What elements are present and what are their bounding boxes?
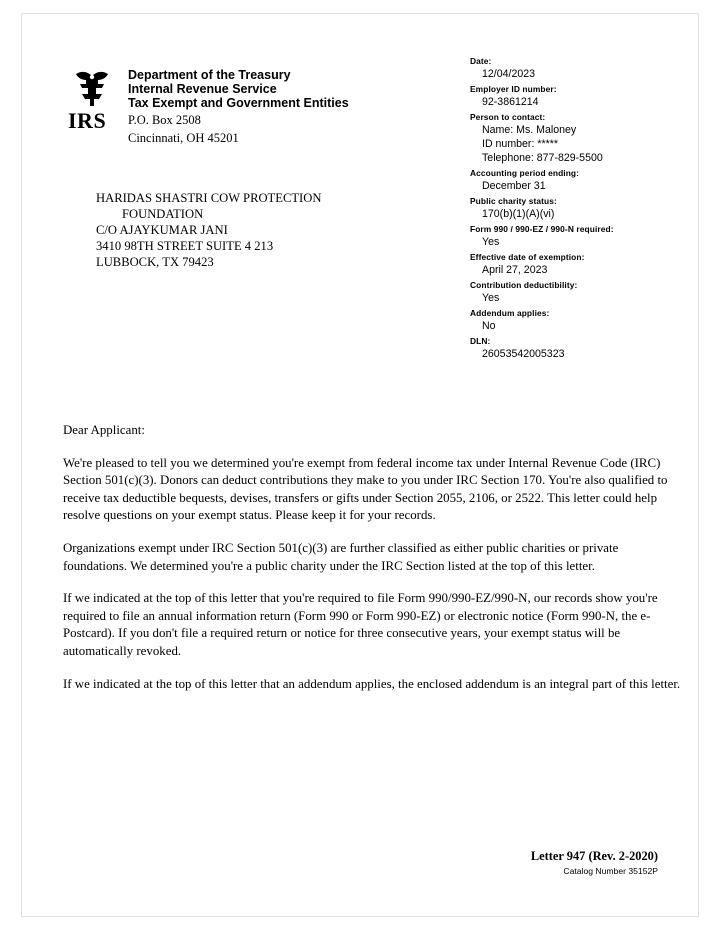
meta-row-charity-status — [470, 196, 680, 221]
meta-label-date: Date: — [470, 56, 492, 66]
addressee-line-2: FOUNDATION — [122, 207, 204, 221]
meta-value-contact-telephone: Telephone: 877-829-5500 — [482, 152, 603, 164]
addressee-line-1: HARIDAS SHASTRI COW PROTECTION — [96, 191, 322, 205]
letter-footer — [531, 848, 658, 878]
body-paragraph-4: If we indicated at the top of this letter that an addendum applies, the enclosed addendum is an integral part of this letter. — [63, 676, 681, 691]
meta-value-effective-date: April 27, 2023 — [482, 264, 548, 276]
department-line-2: Internal Revenue Service — [128, 82, 277, 96]
department-block — [128, 68, 458, 145]
meta-row-date — [470, 56, 680, 81]
meta-row-accounting-period — [470, 168, 680, 193]
meta-value-dln: 26053542005323 — [482, 348, 565, 360]
department-line-3: Tax Exempt and Government Entities — [128, 96, 349, 110]
irs-logo — [68, 68, 122, 133]
meta-label-effective-date: Effective date of exemption: — [470, 252, 585, 262]
meta-column — [470, 56, 680, 364]
addressee-line-3: C/O AJAYKUMAR JANI — [96, 223, 228, 237]
meta-row-contact — [470, 112, 680, 165]
agency-address-line-1: P.O. Box 2508 — [128, 113, 201, 127]
meta-value-contact-id: ID number: ***** — [482, 138, 558, 150]
meta-row-form-990 — [470, 224, 680, 249]
irs-wordmark: IRS — [68, 108, 107, 133]
body-paragraph-2: Organizations exempt under IRC Section 501(c)(3) are further classified as either public charities or private foundations. We determined you're a public charity under the IRC Section listed at the top of this letter. — [63, 540, 619, 573]
meta-value-accounting-period: December 31 — [482, 180, 546, 192]
department-line-1: Department of the Treasury — [128, 68, 291, 82]
meta-value-charity-status: 170(b)(1)(A)(vi) — [482, 208, 555, 220]
letter-number: Letter 947 (Rev. 2-2020) — [530, 849, 658, 863]
meta-row-effective-date — [470, 252, 680, 277]
body-paragraph-3: If we indicated at the top of this letter that you're required to file Form 990/990-EZ/990-N, our records show you're required to file an annual information return (Form 990 or Form 990-EZ) or electronic notice (Form 990-N, the e-Postcard). If you don't file a required return or notice for three consecutive years, your exempt status will be automatically revoked. — [63, 591, 658, 658]
addressee-line-4: 3410 98TH STREET SUITE 4 213 — [96, 239, 274, 253]
irs-eagle-icon — [72, 68, 116, 108]
meta-row-dln — [470, 336, 680, 361]
meta-label-charity-status: Public charity status: — [470, 196, 557, 206]
meta-label-dln: DLN: — [470, 336, 491, 346]
agency-address-line-2: Cincinnati, OH 45201 — [128, 130, 239, 145]
catalog-number: Catalog Number 35152P — [563, 866, 658, 876]
meta-row-ein — [470, 84, 680, 109]
meta-label-deductibility: Contribution deductibility: — [470, 280, 578, 290]
meta-label-form-990: Form 990 / 990-EZ / 990-N required: — [470, 224, 614, 234]
letter-body — [63, 422, 683, 708]
meta-value-addendum: No — [482, 320, 496, 332]
meta-label-ein: Employer ID number: — [470, 84, 557, 94]
meta-label-contact: Person to contact: — [470, 112, 546, 122]
letter-sheet — [22, 14, 698, 916]
meta-value-ein: 92-3861214 — [482, 96, 539, 108]
salutation: Dear Applicant: — [63, 423, 145, 437]
meta-label-addendum: Addendum applies: — [470, 308, 550, 318]
meta-row-addendum — [470, 308, 680, 333]
addressee-line-5: LUBBOCK, TX 79423 — [96, 255, 214, 269]
meta-row-deductibility — [470, 280, 680, 305]
body-paragraph-1: We're pleased to tell you we determined you're exempt from federal income tax under Internal Revenue Code (IRC) Section 501(c)(3). Donors can deduct contributions they make to you under IRC Section 170. You're also qualified to receive tax deductible bequests, devises, transfers or gifts under Section 2055, 2106, or 2522. This letter could help resolve questions on your exempt status. Please keep it for your records. — [63, 455, 668, 523]
meta-value-deductibility: Yes — [482, 292, 500, 304]
meta-value-date: 12/04/2023 — [482, 68, 536, 80]
meta-value-contact-name: Name: Ms. Maloney — [482, 124, 577, 136]
meta-value-form-990: Yes — [482, 236, 500, 248]
addressee-block — [96, 190, 321, 270]
meta-label-accounting-period: Accounting period ending: — [470, 168, 580, 178]
